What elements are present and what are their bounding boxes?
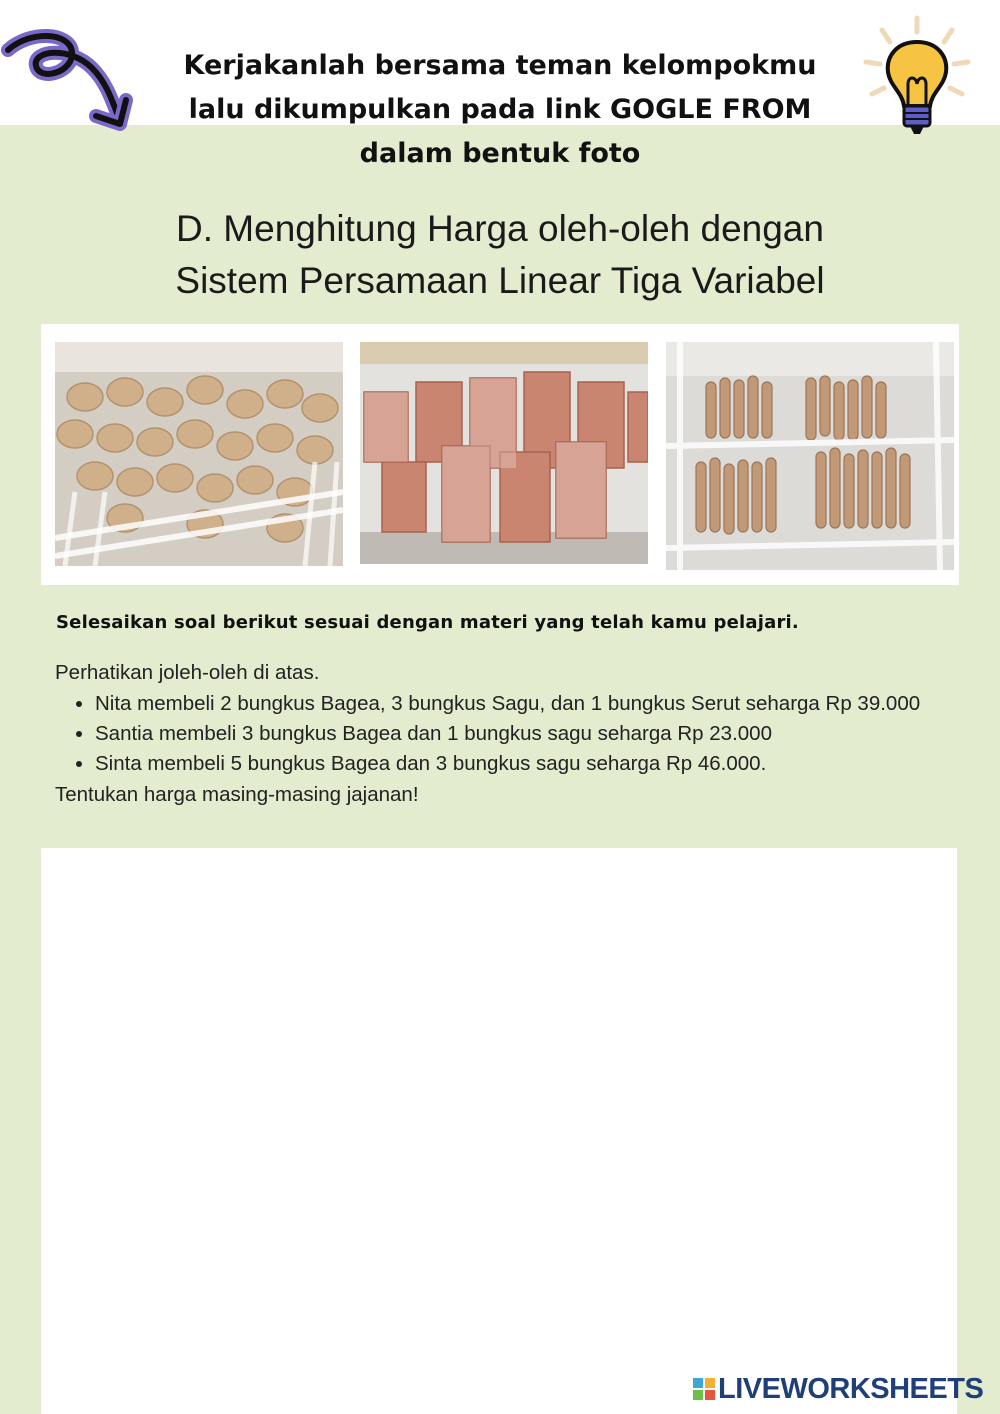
instruction-line: lalu dikumpulkan pada link GOGLE FROM xyxy=(188,94,812,125)
section-title-line: D. Menghitung Harga oleh-oleh dengan xyxy=(176,208,824,249)
list-item: • Nita membeli 2 bungkus Bagea, 3 bungkus Sagu, dan 1 bungkus Serut seharga Rp 39.000 xyxy=(95,690,935,718)
task-instruction: Selesaikan soal berikut sesuai dengan materi yang telah kamu pelajari. xyxy=(56,612,799,633)
liveworksheets-brand xyxy=(693,1373,993,1405)
instruction-line: dalam bentuk foto xyxy=(359,138,641,169)
purchase-list xyxy=(55,690,935,778)
section-title-line: Sistem Persamaan Linear Tiga Variabel xyxy=(175,260,825,301)
instruction-line: Kerjakanlah bersama teman kelompokmu xyxy=(183,50,817,81)
section-title xyxy=(60,203,940,307)
group-work-instruction xyxy=(130,44,870,176)
photo-strip xyxy=(41,324,959,585)
light-bulb-icon xyxy=(862,14,972,144)
problem-intro: Perhatikan joleh-oleh di atas. xyxy=(55,661,320,684)
liveworksheets-logo-icon xyxy=(693,1378,715,1400)
bagea-photo xyxy=(55,342,343,566)
problem-statement xyxy=(55,658,935,810)
sagu-photo xyxy=(360,342,648,564)
serut-photo xyxy=(666,342,954,570)
problem-question: Tentukan harga masing-masing jajanan! xyxy=(55,783,419,806)
answer-area[interactable] xyxy=(41,848,957,1414)
list-item: • Sinta membeli 5 bungkus Bagea dan 3 bungkus sagu seharga Rp 46.000. xyxy=(95,750,935,778)
list-item: • Santia membeli 3 bungkus Bagea dan 1 bungkus sagu seharga Rp 23.000 xyxy=(95,720,935,748)
brand-name: LIVEWORKSHEETS xyxy=(718,1373,984,1405)
curly-arrow-icon xyxy=(0,20,140,135)
